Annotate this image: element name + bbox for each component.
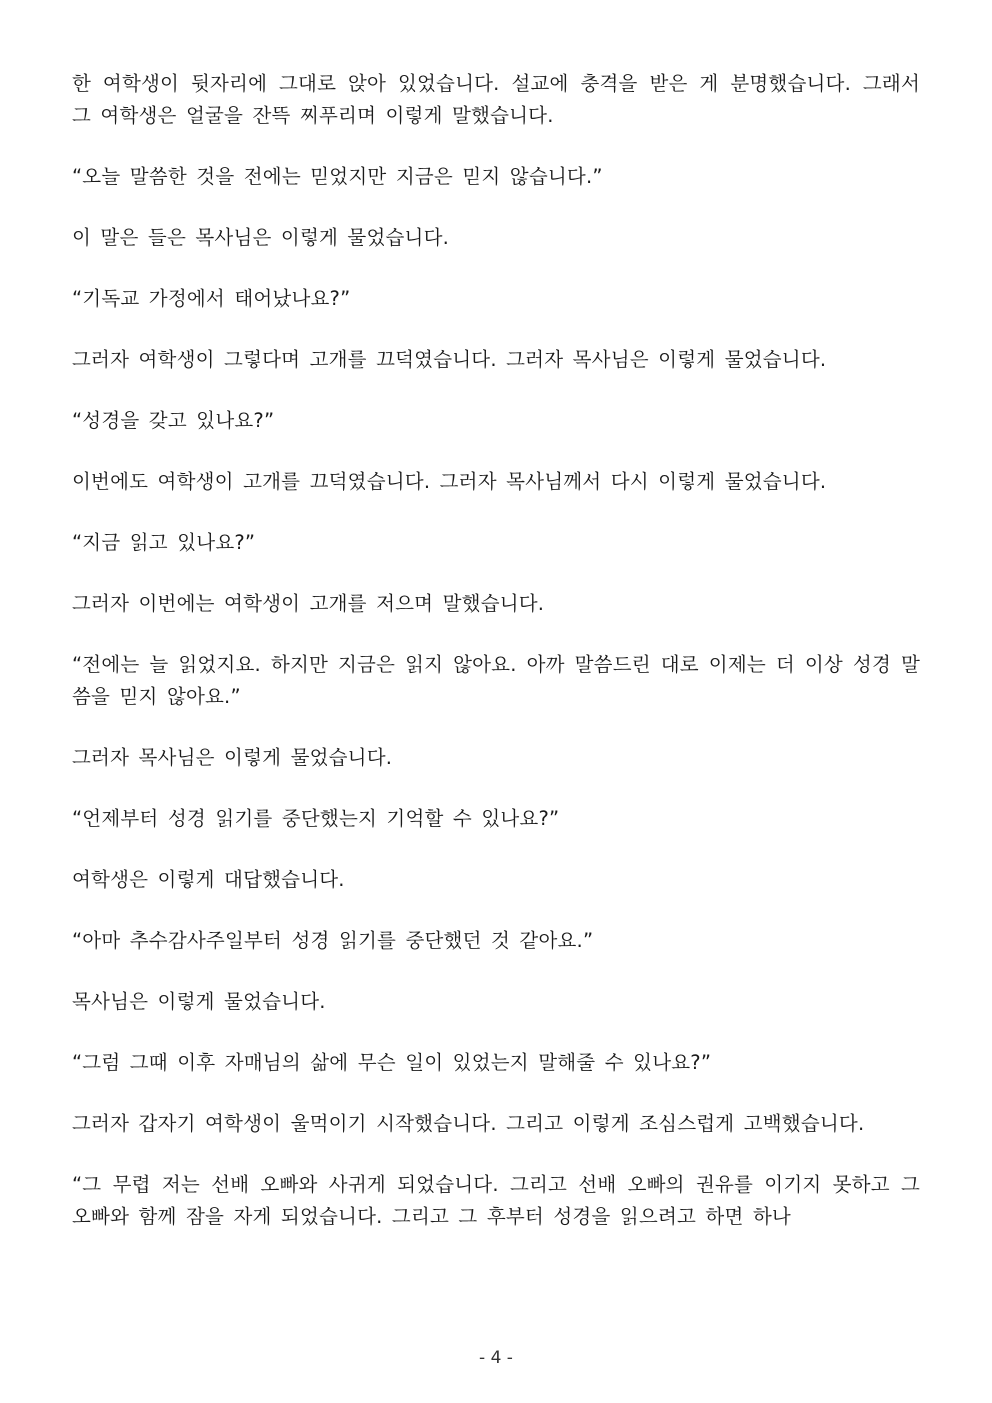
paragraph: 목사님은 이렇게 물었습니다. — [72, 990, 326, 1013]
page-number: - 4 - — [479, 1348, 513, 1368]
paragraph: 그러자 목사님은 이렇게 물었습니다. — [72, 746, 393, 769]
paragraph: “언제부터 성경 읽기를 중단했는지 기억할 수 있나요?” — [72, 807, 560, 830]
paragraph: “기독교 가정에서 태어났나요?” — [72, 287, 351, 310]
paragraph: “그 무렵 저는 선배 오빠와 사귀게 되었습니다. 그리고 선배 오빠의 권유를 이기지 못하고 그 오빠와 함께 잠을 자게 되었습니다. 그리고 그 후부터 성경을 읽으려고 하면 하나 — [72, 1173, 920, 1228]
paragraph: “성경을 갖고 있나요?” — [72, 409, 275, 432]
paragraph: “아마 추수감사주일부터 성경 읽기를 중단했던 것 같아요.” — [72, 929, 594, 952]
paragraph: 그러자 여학생이 그렇다며 고개를 끄덕였습니다. 그러자 목사님은 이렇게 물었습니다. — [72, 348, 827, 371]
paragraph: 이 말은 들은 목사님은 이렇게 물었습니다. — [72, 226, 450, 249]
paragraph: 한 여학생이 뒷자리에 그대로 앉아 있었습니다. 설교에 충격을 받은 게 분명했습니다. 그래서 그 여학생은 얼굴을 잔뜩 찌푸리며 이렇게 말했습니다. — [72, 72, 920, 127]
paragraph: 그러자 갑자기 여학생이 울먹이기 시작했습니다. 그리고 이렇게 조심스럽게 고백했습니다. — [72, 1112, 865, 1135]
paragraph: “그럼 그때 이후 자매님의 삶에 무슨 일이 있었는지 말해줄 수 있나요?” — [72, 1051, 712, 1074]
paragraph: “오늘 말씀한 것을 전에는 믿었지만 지금은 믿지 않습니다.” — [72, 165, 603, 188]
paragraph: “전에는 늘 읽었지요. 하지만 지금은 읽지 않아요. 아까 말씀드린 대로 이제는 더 이상 성경 말씀을 믿지 않아요.” — [72, 653, 920, 708]
paragraph: “지금 읽고 있나요?” — [72, 531, 256, 554]
paragraph: 여학생은 이렇게 대답했습니다. — [72, 868, 345, 891]
paragraph: 이번에도 여학생이 고개를 끄덕였습니다. 그러자 목사님께서 다시 이렇게 물었습니다. — [72, 470, 827, 493]
paragraph: 그러자 이번에는 여학생이 고개를 저으며 말했습니다. — [72, 592, 545, 615]
body-text — [72, 68, 920, 1262]
